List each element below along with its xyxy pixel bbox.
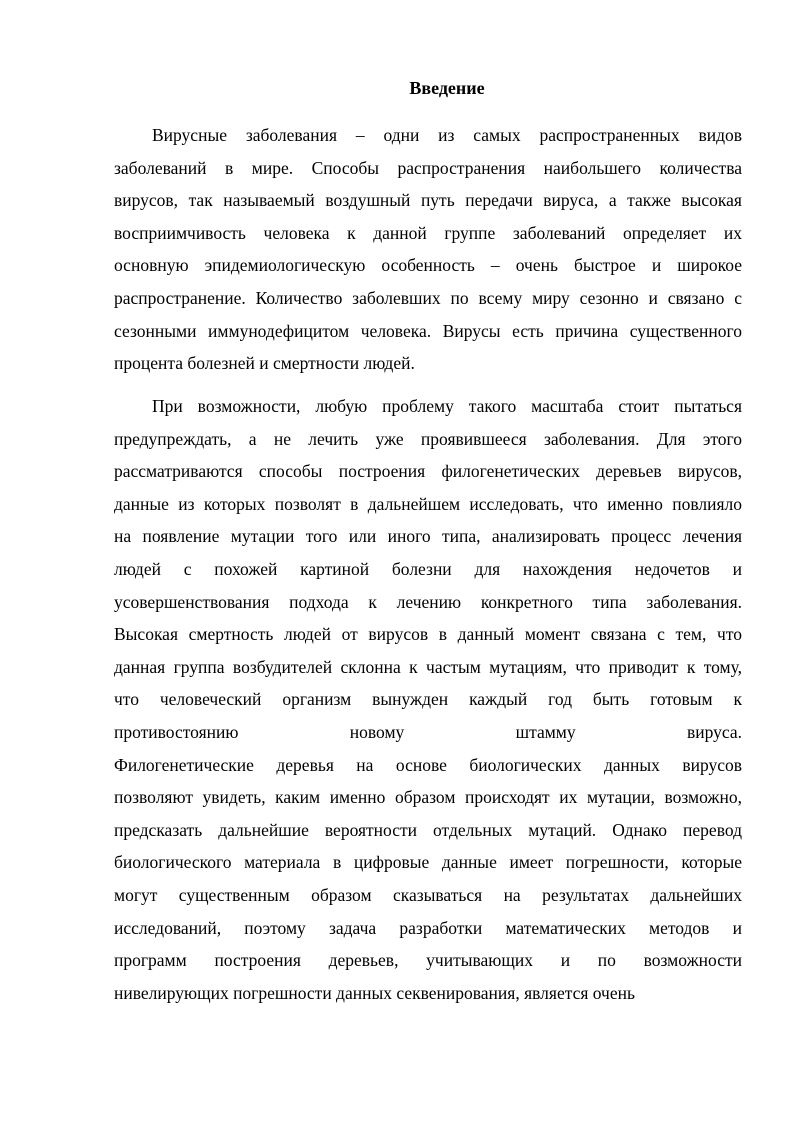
text-line: сезонными иммунодефицитом человека. Вирусы есть причина существенного — [114, 320, 742, 341]
text-line: позволяют увидеть, каким именно образом происходят их мутации, возможно, — [114, 787, 742, 808]
paragraph-introduction-2 — [114, 390, 742, 1009]
text-line: основную эпидемиологическую особенность – очень быстрое и широкое — [114, 255, 742, 276]
paragraph-introduction-1 — [114, 119, 742, 380]
text-line: людей с похожей картиной болезни для нахождения недочетов и — [114, 558, 742, 579]
section-heading: Введение — [409, 78, 485, 98]
text-line: исследований, поэтому задача разработки математических методов и — [114, 917, 742, 938]
text-line: Высокая смертность людей от вирусов в данный момент связана с тем, что — [114, 624, 742, 645]
text-line: заболеваний в мире. Способы распространения наибольшего количества — [114, 157, 742, 178]
text-line: биологического материала в цифровые данные имеет погрешности, которые — [114, 852, 742, 873]
text-line: восприимчивость человека к данной группе заболеваний определяет их — [114, 222, 742, 243]
text-line: могут существенным образом сказываться на результатах дальнейших — [114, 884, 742, 905]
text-line: предсказать дальнейшие вероятности отдельных мутаций. Однако перевод — [114, 819, 742, 840]
text-line: данная группа возбудителей склонна к частым мутациям, что приводит к тому, — [114, 656, 742, 677]
text-line: При возможности, любую проблему такого масштаба стоит пытаться — [152, 396, 742, 416]
text-line: вирусов, так называемый воздушный путь передачи вируса, а также высокая — [114, 190, 742, 211]
text-line: рассматриваются способы построения филогенетических деревьев вирусов, — [114, 461, 742, 482]
text-line: на появление мутации того или иного типа, анализировать процесс лечения — [114, 526, 742, 547]
text-line: программ построения деревьев, учитывающих и по возможности — [114, 950, 742, 971]
text-line: распространение. Количество заболевших по всему миру сезонно и связано с — [114, 287, 742, 308]
text-line: усовершенствования подхода к лечению конкретного типа заболевания. — [114, 591, 742, 612]
text-line: предупреждать, а не лечить уже проявившееся заболевания. Для этого — [114, 428, 742, 449]
text-line: данные из которых позволят в дальнейшем исследовать, что именно повлияло — [114, 493, 742, 514]
text-line: противостоянию новому штамму вируса. — [114, 721, 742, 742]
text-line: нивелирующих погрешности данных секвенирования, является очень — [114, 982, 635, 1003]
text-line: Филогенетические деревья на основе биологических данных вирусов — [114, 754, 742, 775]
text-line: что человеческий организм вынужден каждый год быть готовым к — [114, 689, 742, 710]
text-line: процента болезней и смертности людей. — [114, 353, 415, 374]
text-line: Вирусные заболевания – одни из самых распространенных видов — [152, 125, 742, 145]
